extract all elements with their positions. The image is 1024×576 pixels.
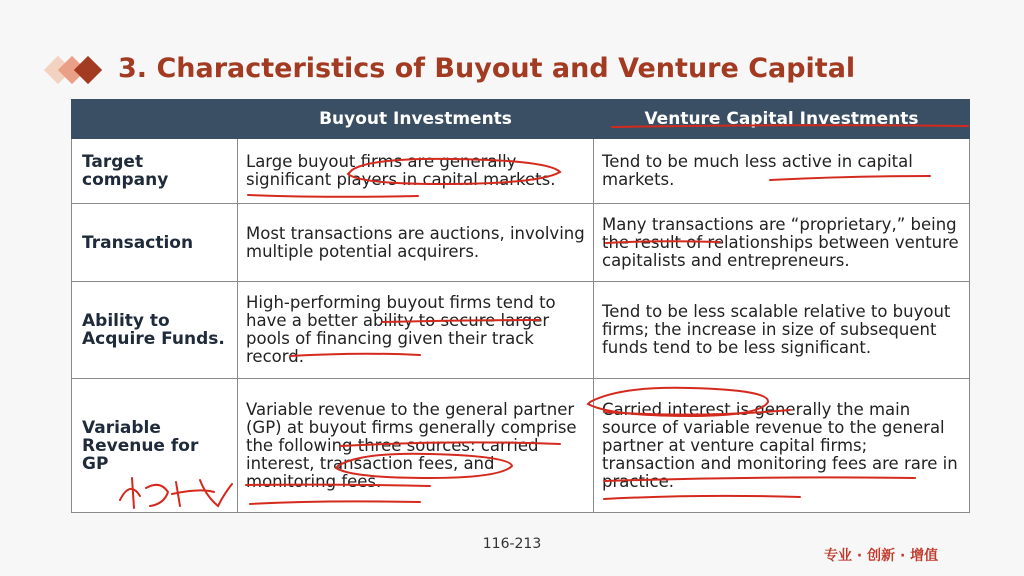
buyout-cell: Most transactions are auctions, involving multiple potential acquirers. (238, 204, 594, 281)
venture-cell: Tend to be much less active in capital markets. (594, 139, 970, 204)
row-label: Variable Revenue for GP (72, 379, 238, 513)
buyout-cell: Variable revenue to the general partner (GP) at buyout firms generally comprise the following three sources: carried interest, transaction fees, and monitoring fees. (238, 379, 594, 513)
table-row (72, 379, 970, 513)
venture-cell: Carried interest is generally the main source of variable revenue to the general partner at venture capital firms; transaction and monitoring fees are rare in practice. (594, 379, 970, 513)
buyout-cell: High-performing buyout firms tend to have a better ability to secure larger pools of financing given their track record. (238, 281, 594, 379)
header-venture: Venture Capital Investments (594, 100, 970, 139)
table-row (72, 204, 970, 281)
row-label: Ability to Acquire Funds. (72, 281, 238, 379)
venture-cell: Many transactions are “proprietary,” being the result of relationships between venture capitalists and entrepreneurs. (594, 204, 970, 281)
row-label: Target company (72, 139, 238, 204)
buyout-cell: Large buyout firms are generally significant players in capital markets. (238, 139, 594, 204)
comparison-table (71, 99, 970, 513)
page-number: 116-213 (482, 536, 542, 552)
venture-cell: Tend to be less scalable relative to buyout firms; the increase in size of subsequent funds tend to be less significant. (594, 281, 970, 379)
table-row (72, 139, 970, 204)
table-row (72, 281, 970, 379)
footer-tagline: 专业 · 创新 · 增值 (824, 548, 939, 564)
title-decoration (40, 50, 120, 90)
header-buyout: Buyout Investments (238, 100, 594, 139)
diamond-bullet-icon (40, 50, 120, 90)
row-label: Transaction (72, 204, 238, 281)
header-blank (72, 100, 238, 139)
slide-title: 3. Characteristics of Buyout and Venture Capital (118, 53, 856, 84)
